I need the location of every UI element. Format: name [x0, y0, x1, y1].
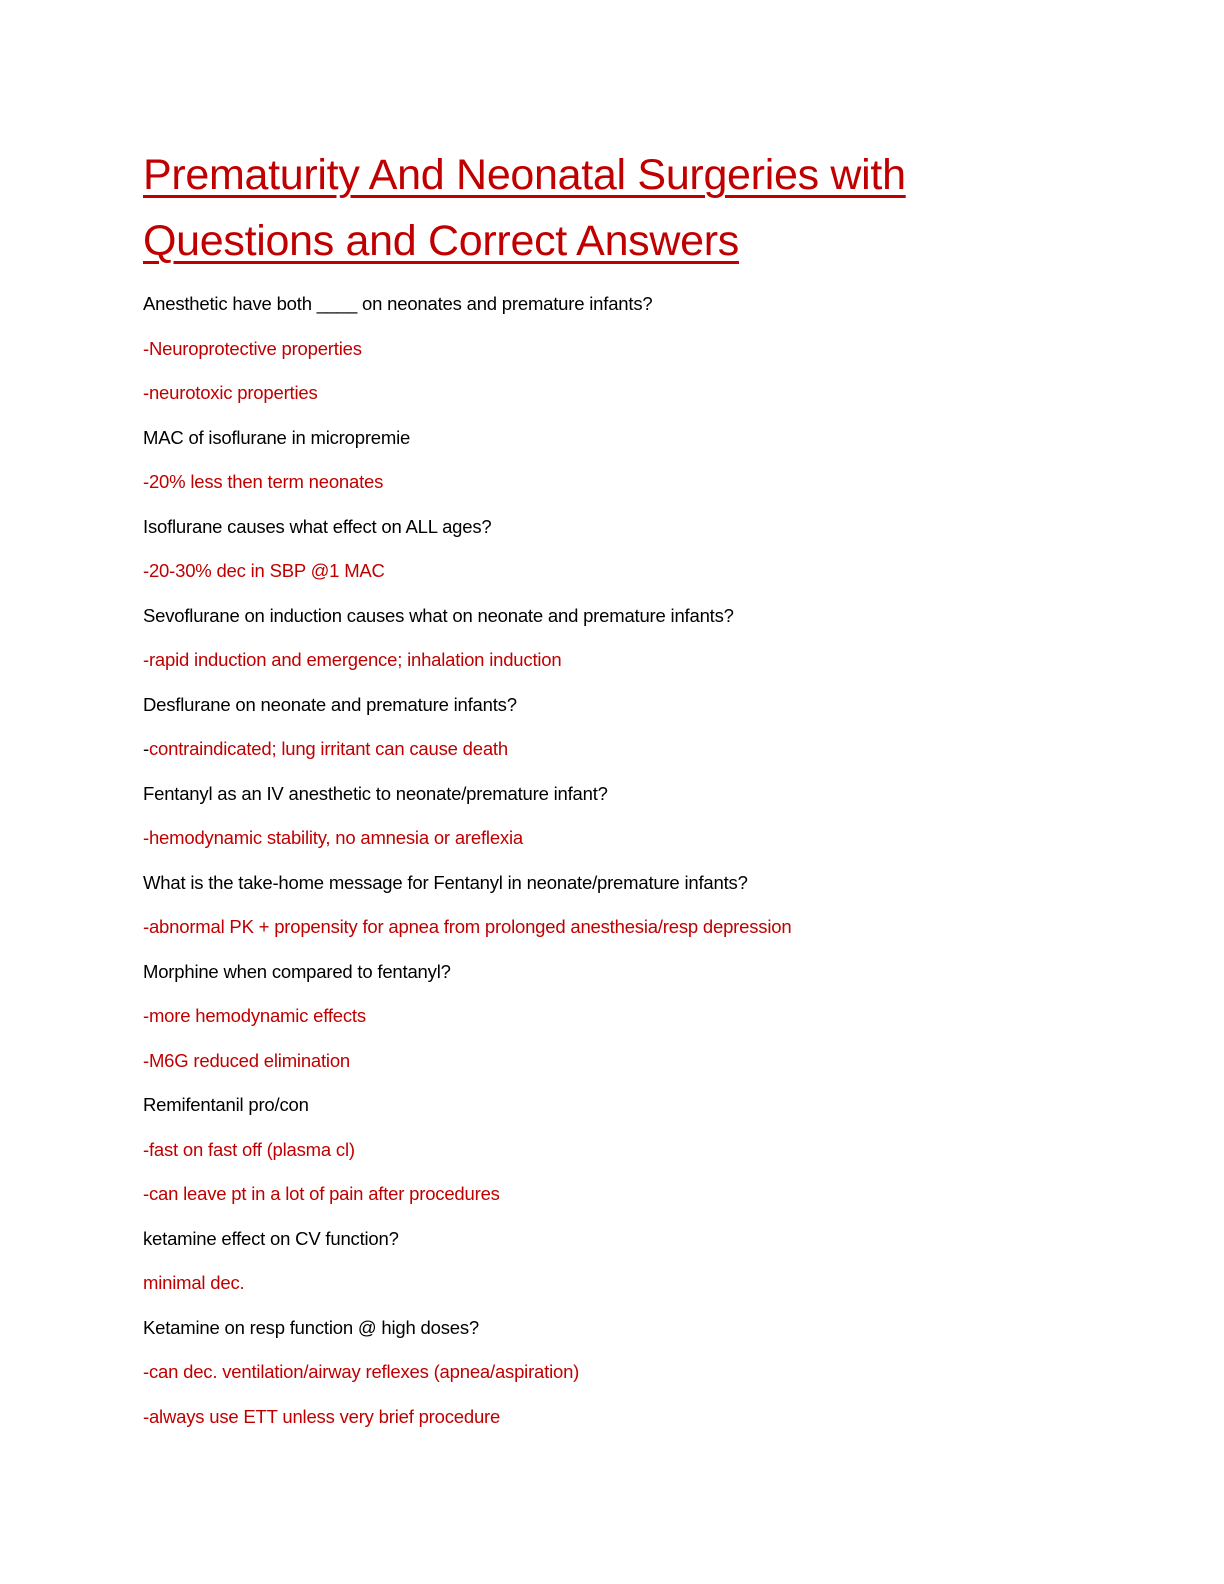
question-text: Ketamine on resp function @ high doses?: [143, 1316, 479, 1338]
answer-text: -neurotoxic properties: [143, 382, 318, 403]
answer-text: -can leave pt in a lot of pain after procedures: [143, 1183, 500, 1204]
answer-text: -M6G reduced elimination: [143, 1049, 351, 1071]
question-text: What is the take-home message for Fentanyl in neonate/premature infants?: [143, 871, 748, 893]
qa-content: [143, 282, 1143, 1439]
question-text: ketamine effect on CV function?: [143, 1227, 399, 1249]
answer-prefix-dash: -: [143, 738, 149, 759]
answer-text: -more hemodynamic effects: [143, 1005, 366, 1026]
answer-text: contraindicated; lung irritant can cause death: [148, 738, 508, 759]
answer-text: -20-30% dec in SBP @1 MAC: [143, 560, 385, 581]
answer-text: -20% less then term neonates: [143, 471, 384, 492]
answer-line: [143, 727, 1143, 772]
question-text: Desflurane on neonate and premature infants?: [143, 693, 517, 715]
answer-text: -abnormal PK + propensity for apnea from prolonged anesthesia/resp depression: [143, 916, 792, 937]
answer-text: -rapid induction and emergence; inhalation induction: [143, 649, 562, 670]
question-text: Anesthetic have both ____ on neonates and premature infants?: [143, 293, 653, 314]
answer-text: -Neuroprotective properties: [143, 337, 362, 359]
question-text: Sevoflurane on induction causes what on neonate and premature infants?: [143, 604, 734, 626]
answer-text: -fast on fast off (plasma cl): [143, 1138, 355, 1160]
answer-text: -hemodynamic stability, no amnesia or areflexia: [143, 827, 523, 848]
question-text: MAC of isoflurane in micropremie: [143, 426, 411, 448]
title-line-2: Questions and Correct Answers: [143, 217, 739, 265]
question-text: Remifentanil pro/con: [143, 1094, 309, 1115]
document-title: [143, 142, 1043, 274]
question-text: Isoflurane causes what effect on ALL ages?: [143, 515, 492, 537]
title-line-1: Prematurity And Neonatal Surgeries with: [143, 151, 906, 199]
question-text: Morphine when compared to fentanyl?: [143, 960, 451, 982]
answer-text: -always use ETT unless very brief procedure: [143, 1405, 501, 1427]
question-text: Fentanyl as an IV anesthetic to neonate/premature infant?: [143, 782, 608, 804]
answer-text: -can dec. ventilation/airway reflexes (apnea/aspiration): [143, 1361, 580, 1382]
answer-text: minimal dec.: [143, 1272, 245, 1293]
